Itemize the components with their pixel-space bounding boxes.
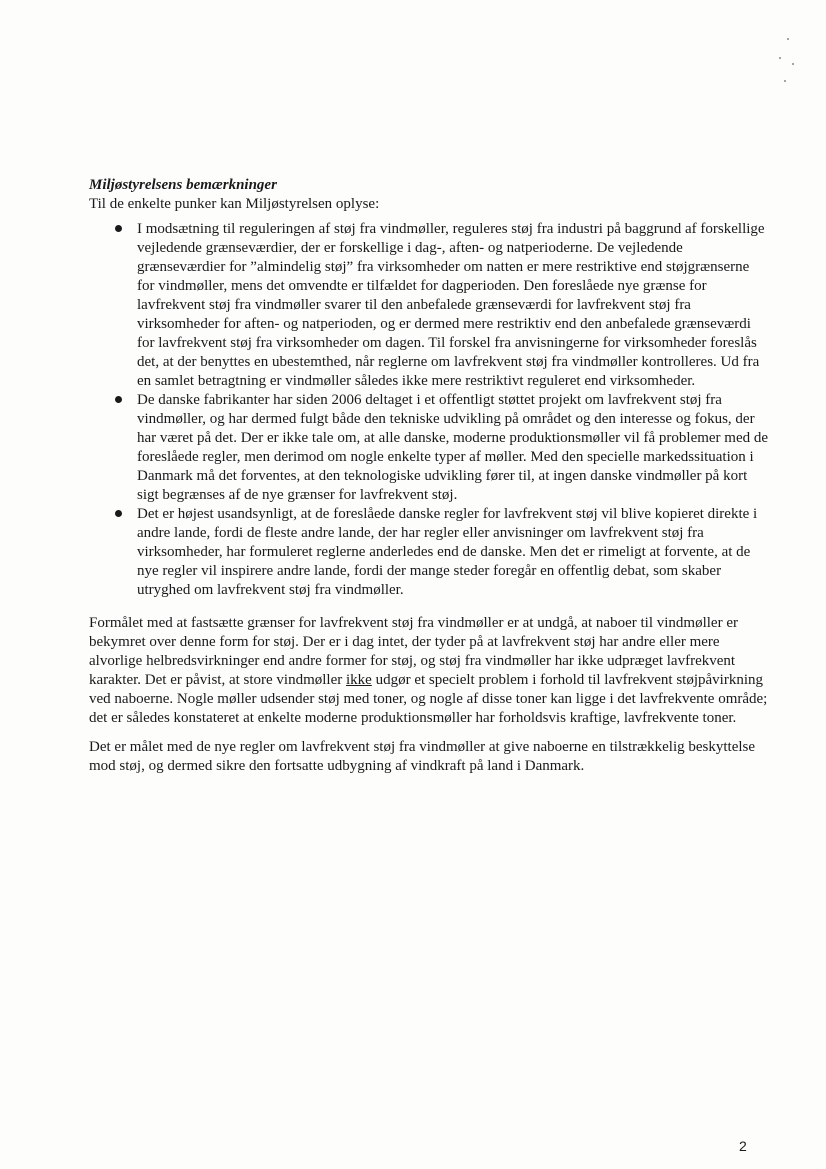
list-item <box>89 220 769 391</box>
document-body <box>89 176 769 782</box>
bullet-text: De danske fabrikanter har siden 2006 deltaget i et offentligt støttet projekt om lavfrekvent støj fra vindmøller, og har dermed fulgt både den tekniske udvikling på området og den interesse og fokus, der har været på det. Der er ikke tale om, at alle danske, moderne produktionsmøller vil få problemer med de foreslåede regler, men derimod om nogle enkelte typer af møller. Med den specielle markedssituation i Danmark må det forventes, at den teknologiske udvikling fører til, at ingen danske vindmøller på kort sigt begrænses af de nye grænser for lavfrekvent støj. <box>137 392 769 503</box>
bullet-icon <box>115 396 122 403</box>
paragraph-text: udgør et specielt problem i forhold til lavfrekvent støjpåvirkning ved naboerne. Nogle møller udsender støj med toner, og nogle af disse toner kan ligge i det lavfrekvente område; det er således konstateret at enkelte moderne produktionsmøller har forholdsvis kraftige, lavfrekvente toner. <box>89 672 768 726</box>
bullet-list <box>89 220 769 600</box>
bullet-icon <box>115 225 122 232</box>
bullet-text: Det er højest usandsynligt, at de foreslåede danske regler for lavfrekvent støj vil blive kopieret direkte i andre lande, fordi de fleste andre lande, der har regler eller anvisninger om lavfrekvent støj fra virksomheder, har formuleret reglerne anderledes end de danske. Men det er rimeligt at forvente, at de nye regler vil inspirere andre lande, fordi der mange steder foregår en offentlig debat, som skaber utryghed om lavfrekvent støj fra vindmøller. <box>137 506 758 598</box>
list-item <box>89 505 769 600</box>
bullet-text: I modsætning til reguleringen af støj fra vindmøller, reguleres støj fra industri på baggrund af forskellige vejledende grænseværdier, der er forskellige i dag-, aften- og natperioderne. De vejledende grænseværdier for ”almindelig støj” fra virksomheder om natten er mere restriktive end støjgrænserne for vindmøller, mens det omvendte er tilfældet for dagperioden. Den foreslåede nye grænse for lavfrekvent støj fra vindmøller svarer til den anbefalede grænseværdi for lavfrekvent støj fra virksomheder for aften- og natperioden, og er dermed mere restriktiv end den anbefalede grænseværdi for lavfrekvent støj fra virksomheder om dagen. Til forskel fra anvisningerne for virksomheder foreslås det, at der benyttes en ubestemthed, når reglerne om lavfrekvent støj fra vindmøller kontrolleres. Ud fra en samlet betragtning er vindmøller således ikke mere restriktivt reguleret end virksomheder. <box>137 221 765 389</box>
scan-speck <box>784 80 786 82</box>
paragraph-purpose <box>89 614 769 728</box>
bullet-icon <box>115 510 122 517</box>
scan-speck <box>779 57 781 59</box>
underlined-word: ikke <box>346 672 372 688</box>
paragraph-goal: Det er målet med de nye regler om lavfrekvent støj fra vindmøller at give naboerne en tilstrækkelig beskyttelse mod støj, og dermed sikre den fortsatte udbygning af vindkraft på land i Danmark. <box>89 739 756 774</box>
scan-speck <box>787 38 789 40</box>
page-number: 2 <box>739 1138 747 1154</box>
paragraph-text: Formålet med at fastsætte grænser for lavfrekvent støj fra vindmøller er at undgå, at naboer til vindmøller er bekymret over denne form for støj. Der er i dag intet, der tyder på at lavfrekvent støj har andre eller mere alvorlige helbredsvirkninger end andre former for støj, og støj fra vindmøller har ikke udpræget lavfrekvent karakter. Det er påvist, at store vindmøller <box>89 615 738 688</box>
scan-speck <box>792 63 794 65</box>
list-item <box>89 391 769 505</box>
section-heading: Miljøstyrelsens bemærkninger <box>89 177 277 193</box>
intro-line: Til de enkelte punker kan Miljøstyrelsen oplyse: <box>89 196 380 212</box>
